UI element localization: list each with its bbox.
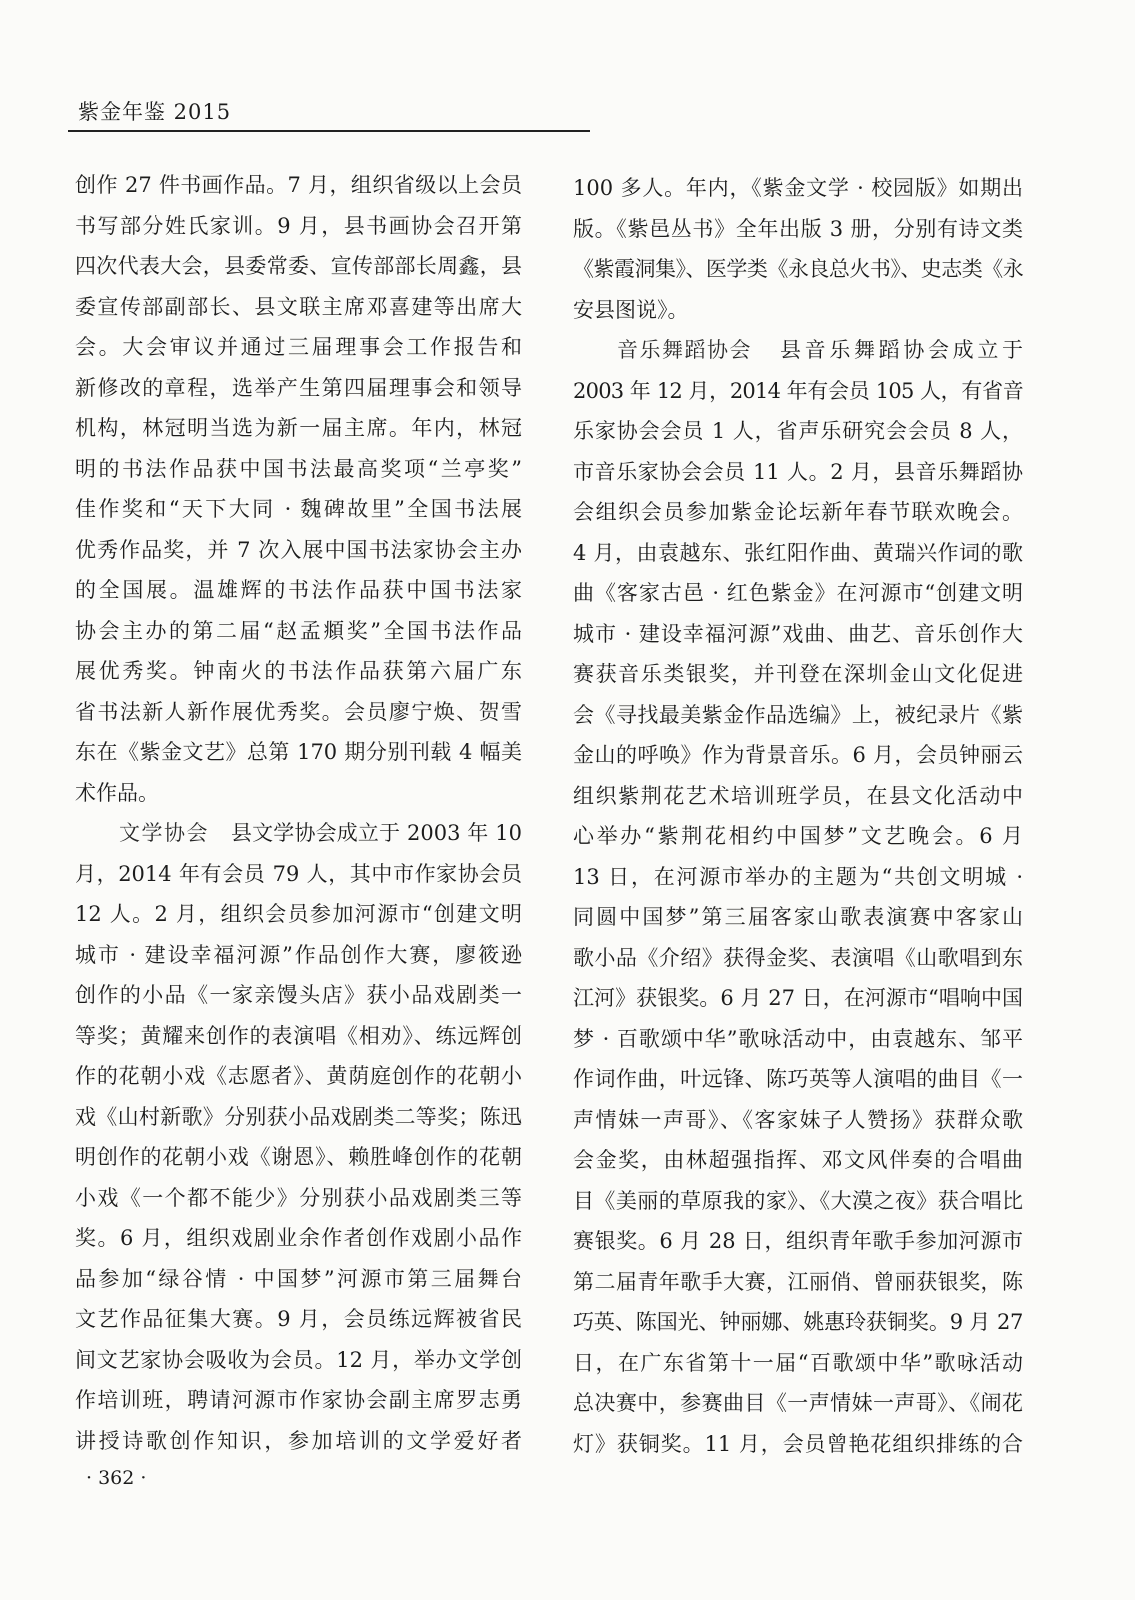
section-heading-line [75, 813, 522, 854]
text-line: 会《寻找最美紫金作品选编》上，被纪录片《紫 [573, 702, 1023, 727]
text-line: 小戏《一个都不能少》分别获小品戏剧类三等 [75, 1185, 522, 1210]
text-line: 书写部分姓氏家训。9 月，县书画协会召开第 [75, 213, 522, 238]
text-line: 市音乐家协会会员 11 人。2 月，县音乐舞蹈协 [573, 459, 1023, 484]
text-line: 展优秀奖。钟南火的书法作品获第六届广东 [75, 659, 522, 683]
text-line: 4 月，由袁越东、张红阳作曲、黄瑞兴作词的歌 [573, 540, 1023, 565]
text-line: 术作品。 [75, 780, 159, 805]
text-line: 赛银奖。6 月 28 日，组织青年歌手参加河源市 [573, 1229, 1023, 1253]
text-line: 品参加“绿谷情 · 中国梦”河源市第三届舞台 [75, 1266, 522, 1291]
text-line: 第二届青年歌手大赛，江丽俏、曾丽获银奖，陈 [573, 1269, 1023, 1294]
text-line: 城市 · 建设幸福河源”戏曲、曲艺、音乐创作大 [573, 621, 1023, 646]
text-line: 明的书法作品获中国书法最高奖项“兰亭奖” [75, 456, 522, 481]
text-line: 东在《紫金文艺》总第 170 期分别刊载 4 幅美 [75, 740, 522, 764]
text-line: 文艺作品征集大赛。9 月，会员练远辉被省民 [75, 1307, 522, 1331]
text-line: 《紫霞洞集》、医学类《永良总火书》、史志类《永 [573, 257, 1023, 281]
section-heading: 音乐舞蹈协会 [617, 338, 752, 362]
text-line: 安县图说》。 [573, 297, 689, 322]
text-line: 会金奖，由林超强指挥、邓文风伴奏的合唱曲 [573, 1148, 1023, 1172]
text-line: 组织紫荆花艺术培训班学员，在县文化活动中 [573, 783, 1023, 808]
text-line: 协会主办的第二届“赵孟頫奖”全国书法作品 [75, 618, 522, 643]
text-line: 曲《客家古邑 · 红色紫金》在河源市“创建文明 [573, 581, 1023, 605]
text-line: 会。大会审议并通过三届理事会工作报告和 [75, 335, 522, 359]
text-line: 日，在广东省第十一届“百歌颂中华”歌咏活动 [573, 1350, 1023, 1375]
text-line: 优秀作品奖，并 7 次入展中国书法家协会主办 [75, 537, 522, 562]
page-number: · 362 · [86, 1467, 147, 1489]
text-line: 会组织会员参加紫金论坛新年春节联欢晚会。 [573, 500, 1023, 524]
text-line: 乐家协会会员 1 人，省声乐研究会会员 8 人， [573, 419, 1023, 443]
text-line: 作的花朝小戏《志愿者》、黄荫庭创作的花朝小 [75, 1064, 522, 1088]
section-heading: 文学协会 [119, 821, 209, 845]
text-line: 机构，林冠明当选为新一届主席。年内，林冠 [75, 416, 522, 440]
text-line: 的全国展。温雄辉的书法作品获中国书法家 [75, 578, 522, 602]
text-line: 版。《紫邑丛书》全年出版 3 册，分别有诗文类 [573, 216, 1023, 241]
text-line: 目《美丽的草原我的家》、《大漠之夜》获合唱比 [573, 1188, 1023, 1213]
section-heading-line [573, 330, 1023, 371]
text-line: 金山的呼唤》作为背景音乐。6 月，会员钟丽云 [573, 743, 1023, 767]
right-column [573, 168, 1023, 1464]
text-line: 声情妹一声哥》、《客家妹子人赞扬》获群众歌 [573, 1107, 1023, 1132]
text-line: 间文艺家协会吸收为会员。12 月，举办文学创 [75, 1347, 522, 1372]
text-line: 新修改的章程，选举产生第四届理事会和领导 [75, 375, 522, 400]
text-line: 12 人。2 月，组织会员参加河源市“创建文明 [75, 902, 522, 926]
left-column [75, 165, 522, 1461]
text-line: 创作的小品《一家亲馒头店》获小品戏剧类一 [75, 983, 522, 1007]
text-line: 佳作奖和“天下大同 · 魏碑故里”全国书法展 [75, 497, 522, 521]
text-line: 四次代表大会，县委常委、宣传部部长周鑫，县 [75, 254, 522, 278]
text-line: 作培训班，聘请河源市作家协会副主席罗志勇 [75, 1388, 522, 1412]
text-line: 2003 年 12 月，2014 年有会员 105 人，有省音 [573, 378, 1023, 403]
text-line: 委宣传部副部长、县文联主席邓喜建等出席大 [75, 294, 522, 319]
text-line: 梦 · 百歌颂中华”歌咏活动中，由袁越东、邹平 [573, 1026, 1023, 1051]
text-line: 省书法新人新作展优秀奖。会员廖宁焕、贺雪 [75, 699, 522, 724]
text-line: 赛获音乐类银奖，并刊登在深圳金山文化促进 [573, 662, 1023, 686]
text-line: 同圆中国梦”第三届客家山歌表演赛中客家山 [573, 905, 1023, 929]
text-line: 县文学协会成立于 2003 年 10 [231, 821, 522, 845]
text-line: 城市 · 建设幸福河源”作品创作大赛，廖筱逊 [75, 942, 522, 967]
text-line: 县音乐舞蹈协会成立于 [780, 338, 1023, 362]
text-line: 灯》获铜奖。11 月，会员曾艳花组织排练的合 [573, 1431, 1023, 1456]
running-header: 紫金年鉴 2015 [78, 100, 232, 124]
text-line: 13 日，在河源市举办的主题为“共创文明城 · [573, 864, 1023, 889]
text-line: 江河》获银奖。6 月 27 日，在河源市“唱响中国 [573, 986, 1023, 1010]
text-line: 100 多人。年内，《紫金文学 · 校园版》如期出 [573, 176, 1023, 200]
text-line: 讲授诗歌创作知识，参加培训的文学爱好者 [75, 1428, 522, 1453]
text-line: 心举办“紫荆花相约中国梦”文艺晚会。6 月 [573, 824, 1023, 848]
text-line: 歌小品《介绍》获得金奖、表演唱《山歌唱到东 [573, 945, 1023, 970]
header-rule [68, 130, 590, 132]
text-line: 巧英、陈国光、钟丽娜、姚惠玲获铜奖。9 月 27 [573, 1310, 1023, 1334]
text-line: 创作 27 件书画作品。7 月，组织省级以上会员 [75, 173, 522, 197]
text-line: 总决赛中，参赛曲目《一声情妹一声哥》、《闹花 [573, 1391, 1023, 1415]
text-line: 明创作的花朝小戏《谢恩》、赖胜峰创作的花朝 [75, 1145, 522, 1169]
text-line: 戏《山村新歌》分别获小品戏剧类二等奖；陈迅 [75, 1104, 522, 1129]
text-line: 月，2014 年有会员 79 人，其中市作家协会员 [75, 861, 522, 886]
text-line: 作词作曲，叶远锋、陈巧英等人演唱的曲目《一 [573, 1067, 1023, 1091]
text-line: 奖。6 月，组织戏剧业余作者创作戏剧小品作 [75, 1226, 522, 1250]
text-line: 等奖；黄耀来创作的表演唱《相劝》、练远辉创 [75, 1023, 522, 1048]
